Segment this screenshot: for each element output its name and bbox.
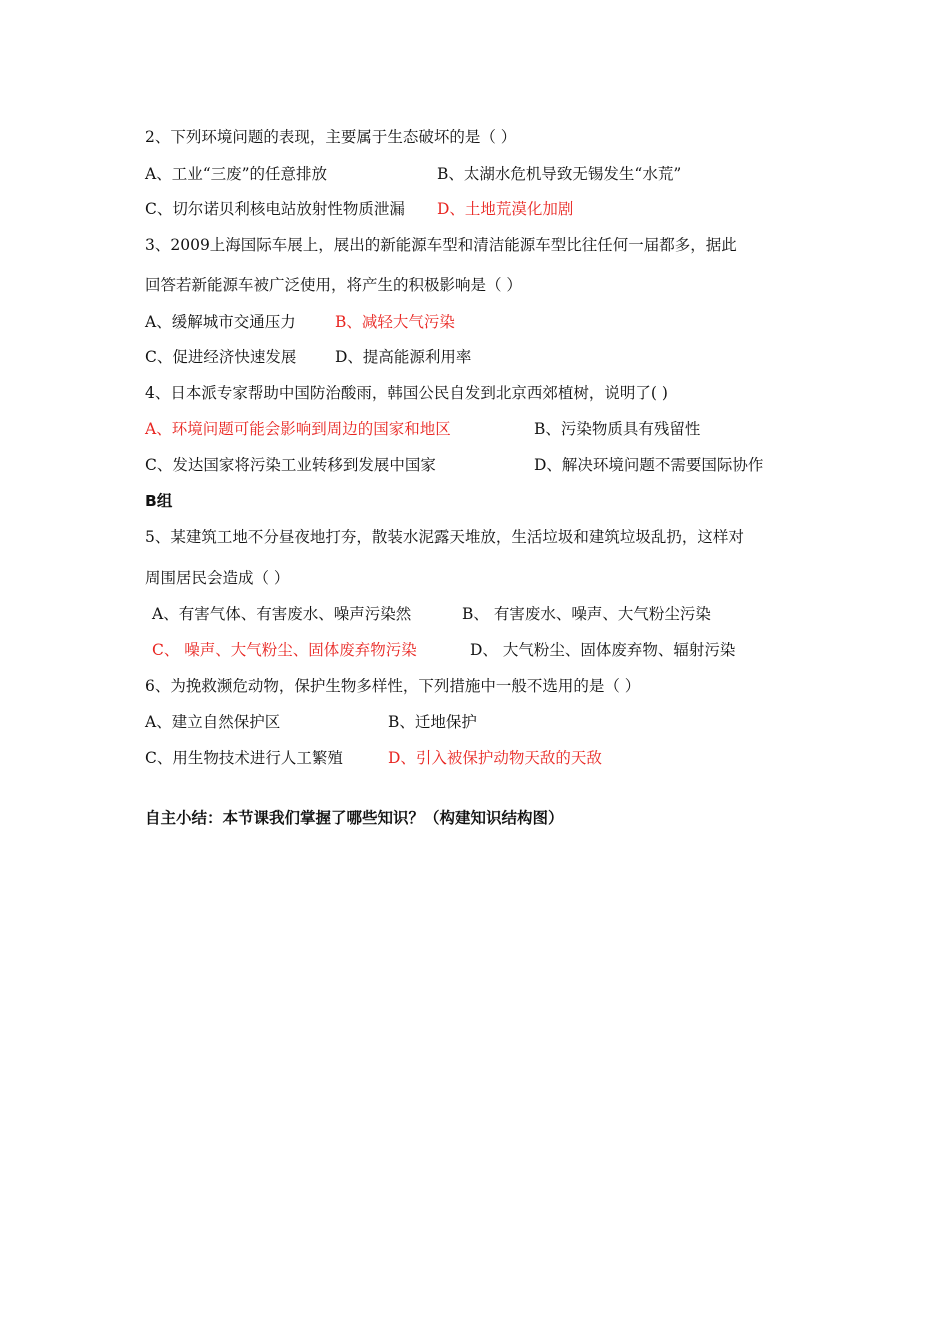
question-3-stem-line1: 3、2009上海国际车展上，展出的新能源车型和清洁能源车型比往任何一届都多，据此: [145, 236, 737, 254]
group-b-heading: B组: [145, 492, 173, 510]
question-6-option-c: C、用生物技术进行人工繁殖: [145, 749, 343, 767]
question-4-option-b: B、污染物质具有残留性: [534, 420, 701, 438]
question-4-option-c: C、发达国家将污染工业转移到发展中国家: [145, 456, 436, 474]
question-3-option-c: C、促进经济快速发展: [145, 348, 297, 366]
question-3-stem-line2: 回答若新能源车被广泛使用，将产生的积极影响是（ ）: [145, 276, 522, 294]
question-6-option-b: B、迁地保护: [388, 713, 477, 731]
question-3-answer-b: B、减轻大气污染: [335, 313, 455, 331]
summary-heading: 自主小结：本节课我们掌握了哪些知识？（构建知识结构图）: [145, 809, 564, 827]
question-5-stem-line1: 5、某建筑工地不分昼夜地打夯，散装水泥露天堆放，生活垃圾和建筑垃圾乱扔，这样对: [145, 528, 744, 546]
question-2-option-a: A、工业“三废”的任意排放: [145, 165, 328, 183]
question-5-option-a: A、有害气体、有害废水、噪声污染然: [152, 605, 412, 623]
question-6-answer-d: D、引入被保护动物天敌的天敌: [388, 749, 602, 767]
question-4-option-d: D、解决环境问题不需要国际协作: [534, 456, 764, 474]
question-3-option-d: D、提高能源利用率: [335, 348, 472, 366]
question-2-option-c: C、切尔诺贝利核电站放射性物质泄漏: [145, 200, 405, 218]
question-6-stem: 6、为挽救濒危动物，保护生物多样性，下列措施中一般不选用的是（ ）: [145, 677, 641, 695]
question-5-option-b: B、 有害废水、噪声、大气粉尘污染: [462, 605, 711, 623]
question-4-stem: 4、日本派专家帮助中国防治酸雨，韩国公民自发到北京西郊植树，说明了( ): [145, 384, 668, 402]
question-4-answer-a: A、环境问题可能会影响到周边的国家和地区: [145, 420, 451, 438]
question-6-option-a: A、建立自然保护区: [145, 713, 281, 731]
question-5-answer-c: C、 噪声、大气粉尘、固体废弃物污染: [152, 641, 417, 659]
question-3-option-a: A、缓解城市交通压力: [145, 313, 296, 331]
question-5-stem-line2: 周围居民会造成（ ）: [145, 569, 290, 587]
question-2-answer-d: D、土地荒漠化加剧: [437, 200, 574, 218]
question-5-option-d: D、 大气粉尘、固体废弃物、辐射污染: [470, 641, 736, 659]
question-2-option-b: B、太湖水危机导致无锡发生“水荒”: [437, 165, 682, 183]
question-2-stem: 2、下列环境问题的表现，主要属于生态破坏的是（ ）: [145, 128, 517, 146]
